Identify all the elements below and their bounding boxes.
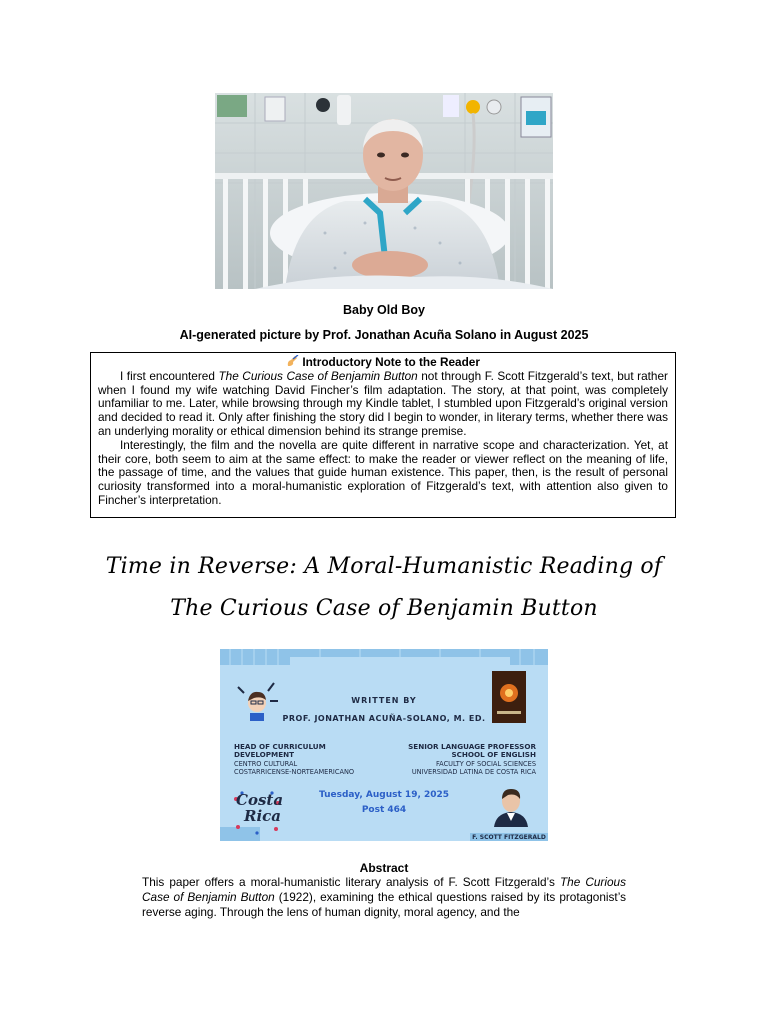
logo-text-rica: Rica [244, 807, 282, 825]
photo-caption-credit: AI-generated picture by Prof. Jonathan Acuña Solano in August 2025 [179, 328, 589, 342]
note-heading [98, 355, 668, 370]
abstract-heading: Abstract [359, 861, 409, 875]
writing-hand-icon [286, 355, 299, 367]
note-heading-text: Introductory Note to the Reader [302, 355, 480, 369]
costa-rica-logo [232, 789, 282, 835]
paper-title-line-1: Time in Reverse: A Moral-Humanistic Reading of [105, 554, 663, 579]
introductory-note-box [90, 352, 676, 518]
banner-right-org-2: UNIVERSIDAD LATINA DE COSTA RICA [411, 768, 536, 776]
logo-text-costa: Costa [236, 791, 284, 809]
banner-author: PROF. JONATHAN ACUÑA-SOLANO, M. ED. [282, 714, 486, 723]
note-paragraph-1: I first encountered The Curious Case of Benjamin Button not through F. Scott Fitzgerald’s text, but rather when I found my wife watching David Fincher’s film adaptation. The story, at that point, was completely unfamiliar to me. Later, while browsing through my Kindle tablet, I stumbled upon Fitzgerald’s original version and decided to read it. Only after finishing the story did I begin to wonder, in literary terms, whether there was an underlying morality or ethical dimension behind its strange premise. [98, 368, 668, 438]
banner-right-role-1: SENIOR LANGUAGE PROFESSOR [408, 742, 536, 751]
banner-left-org-2: COSTARRICENSE-NORTEAMERICANO [234, 768, 355, 776]
banner-left-role-1: HEAD OF CURRICULUM [234, 742, 326, 751]
banner-date: Tuesday, August 19, 2025 [318, 790, 450, 800]
old-man-hospital-illustration [215, 93, 553, 289]
banner-right-org-1: FACULTY OF SOCIAL SCIENCES [436, 760, 536, 768]
abstract-body: This paper offers a moral-humanistic literary analysis of F. Scott Fitzgerald’s The Curious Case of Benjamin Button (1922), examining the ethical questions raised by its protagonist’s reverse aging. Through the lens of human dignity, moral agency, and the [142, 875, 626, 919]
fitzgerald-portrait [490, 787, 532, 827]
banner-post-number: Post 464 [361, 805, 407, 815]
banner-right-role-2: SCHOOL OF ENGLISH [451, 750, 536, 759]
banner-left-org-1: CENTRO CULTURAL [234, 760, 298, 768]
photo-caption-title: Baby Old Boy [343, 303, 425, 317]
author-banner [220, 649, 548, 841]
paper-title-line-2: The Curious Case of Benjamin Button [170, 596, 598, 621]
banner-written-by: WRITTEN BY [351, 696, 417, 705]
note-paragraph-2: Interestingly, the film and the novella are quite different in narrative scope and characterization. Yet, at their core, both seem to aim at the same effect: to make the reader or viewer reflect on the meaning of life, the passage of time, and the values that guide human existence. This paper, then, is the result of personal curiosity transformed into a moral-humanistic exploration of Fitzgerald’s text, with attention also given to Fincher’s interpretation. [98, 437, 668, 507]
banner-left-role-2: DEVELOPMENT [234, 750, 295, 759]
hero-photo [215, 93, 553, 289]
portrait-label: F. SCOTT FITZGERALD [472, 834, 546, 841]
